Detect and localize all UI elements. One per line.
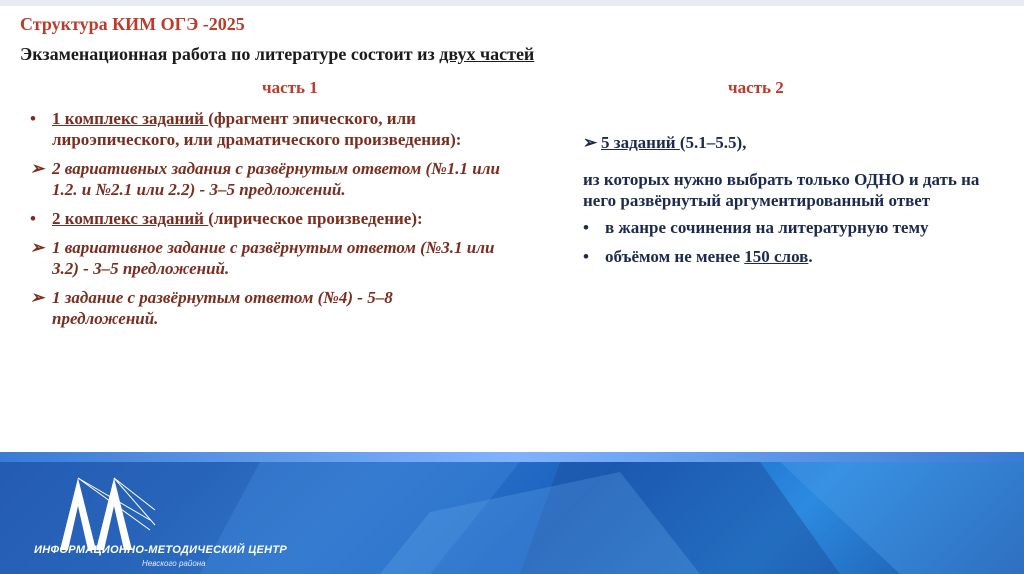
part1-header: часть 1 — [262, 78, 318, 97]
part2-header: часть 2 — [728, 78, 784, 97]
list-item — [583, 217, 983, 238]
arrow-bullet-icon: ➢ — [30, 288, 45, 307]
logo-name: ИНФОРМАЦИОННО-МЕТОДИЧЕСКИЙ ЦЕНТР — [34, 544, 288, 556]
task-desc: 1 вариативное задание с развёрнутым ответом (№3.1 или 3.2) - 3–5 предложений. — [52, 238, 495, 278]
volume-value: 150 слов — [744, 247, 809, 266]
arrow-bullet-icon: ➢ — [30, 159, 45, 178]
part2-column — [583, 132, 983, 275]
list-item — [30, 158, 500, 200]
task-desc: 1 задание с развёрнутым ответом (№4) - 5–8 предложений. — [52, 288, 393, 328]
list-item — [30, 237, 500, 279]
task-desc: 2 вариативных задания с развёрнутым ответом (№1.1 или 1.2. и №2.1 или 2.2) - 3–5 предложений. — [52, 159, 500, 199]
volume-prefix: объёмом не менее — [605, 247, 745, 266]
complex2-label: 2 комплекс заданий — [52, 209, 209, 228]
subtitle-underlined: двух частей — [439, 44, 535, 64]
bullet-icon: • — [30, 209, 36, 228]
complex1-label: 1 комплекс заданий — [52, 109, 209, 128]
complex2-desc: (лирическое произведение): — [208, 209, 423, 228]
bullet-icon: • — [30, 109, 36, 128]
arrow-bullet-icon: ➢ — [30, 238, 45, 257]
page-subtitle — [20, 44, 534, 65]
tasks-count: 5 заданий — [601, 133, 680, 152]
bullet-icon: • — [583, 247, 589, 266]
footer-banner — [0, 452, 1024, 574]
list-item — [30, 208, 500, 229]
list-item — [583, 246, 983, 267]
bullet-icon: • — [583, 218, 589, 237]
arrow-bullet-icon: ➢ — [583, 133, 598, 152]
page-title: Структура КИМ ОГЭ -2025 — [20, 14, 245, 34]
part1-column — [30, 108, 500, 337]
list-item — [30, 108, 500, 150]
top-bar — [0, 0, 1024, 6]
volume-suffix: . — [808, 247, 813, 266]
choice-desc: из которых нужно выбрать только ОДНО и дать на него развёрнутый аргументированный ответ — [583, 170, 980, 210]
list-item — [30, 287, 500, 329]
tasks-range: (5.1–5.5), — [679, 133, 747, 152]
logo-subtitle: Невского района — [142, 559, 206, 568]
list-item — [583, 132, 983, 153]
subtitle-text: Экзаменационная работа по литературе состоит из — [20, 44, 440, 64]
genre-desc: в жанре сочинения на литературную тему — [605, 218, 929, 237]
complex1-desc: (фрагмент эпического, или лироэпического, или драматического произведения): — [52, 109, 462, 149]
